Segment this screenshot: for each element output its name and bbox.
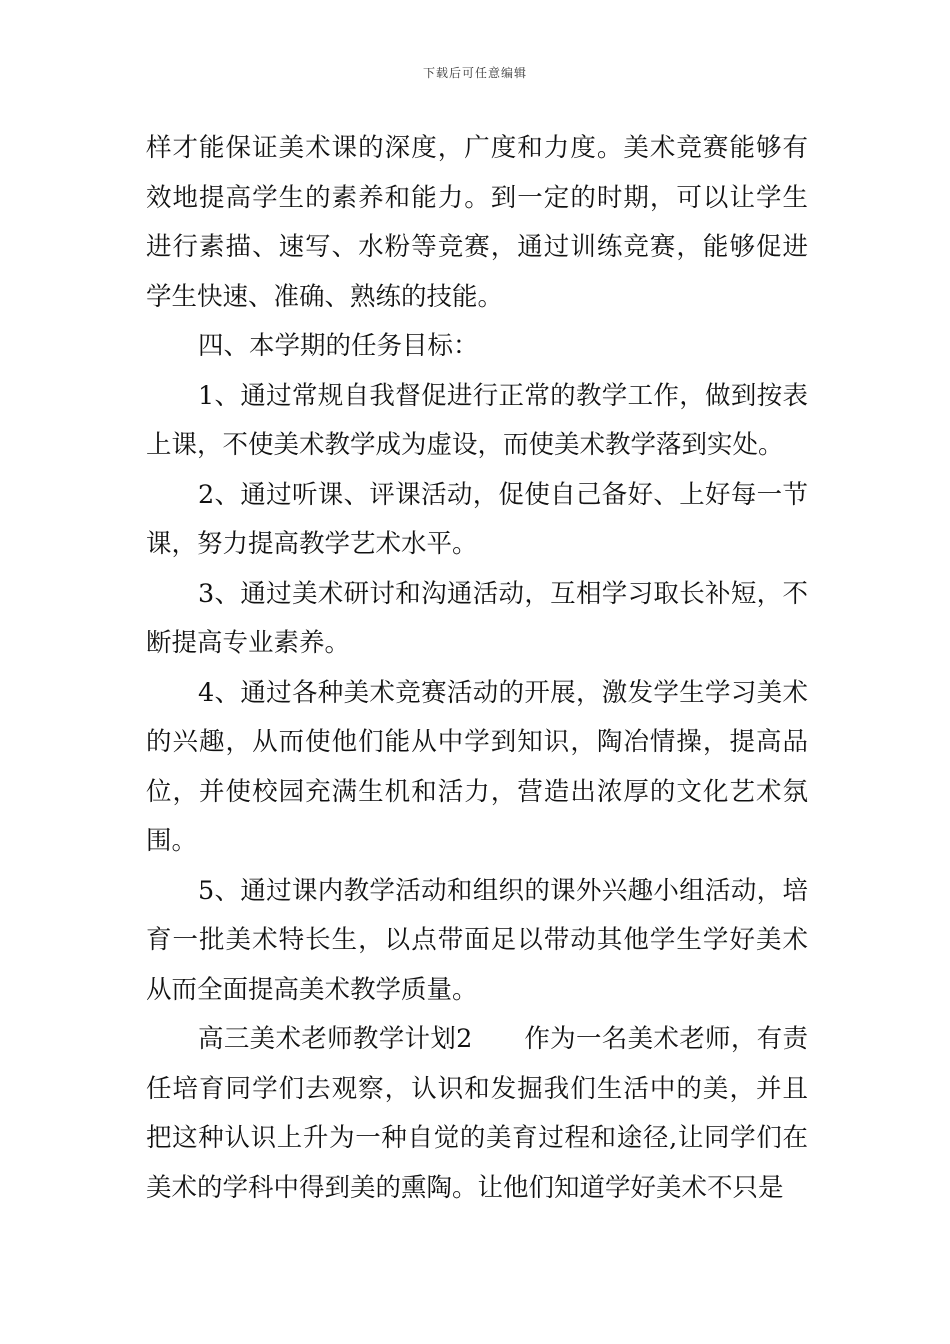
plan-2-intro-paragraph: 高三美术老师教学计划2 作为一名美术老师，有责任培育同学们去观察，认识和发掘我们生活中的美，并且把这种认识上升为一种自觉的美育过程和途径,让同学们在美术的学科中得到美的熏陶。让他们知道学好美术不只是: [146, 1024, 808, 1203]
paragraph-continuation: 样才能保证美术课的深度，广度和力度。美术竞赛能够有效地提高学生的素养和能力。到一定的时期，可以让学生进行素描、速写、水粉等竞赛，通过训练竞赛，能够促进学生快速、准确、熟练的技能。: [146, 133, 808, 312]
goal-item-3: 3、通过美术研讨和沟通活动，互相学习取长补短，不断提高专业素养。: [146, 578, 808, 658]
goal-item-2: 2、通过听课、评课活动，促使自己备好、上好每一节课，努力提高教学艺术水平。: [146, 479, 808, 559]
document-body: [146, 124, 808, 1213]
goal-item-1: 1、通过常规自我督促进行正常的教学工作，做到按表上课，不使美术教学成为虚设，而使美术教学落到实处。: [146, 380, 808, 460]
section-heading-goals: 四、本学期的任务目标：: [198, 331, 479, 361]
page-header-note: 下载后可任意编辑: [422, 66, 527, 80]
goal-item-4: 4、通过各种美术竞赛活动的开展，激发学生学习美术的兴趣，从而使他们能从中学到知识，陶冶情操，提高品位，并使校园充满生机和活力，营造出浓厚的文化艺术氛围。: [146, 677, 808, 856]
goal-item-5: 5、通过课内教学活动和组织的课外兴趣小组活动，培育一批美术特长生，以点带面足以带动其他学生学好美术从而全面提高美术教学质量。: [146, 875, 808, 1005]
